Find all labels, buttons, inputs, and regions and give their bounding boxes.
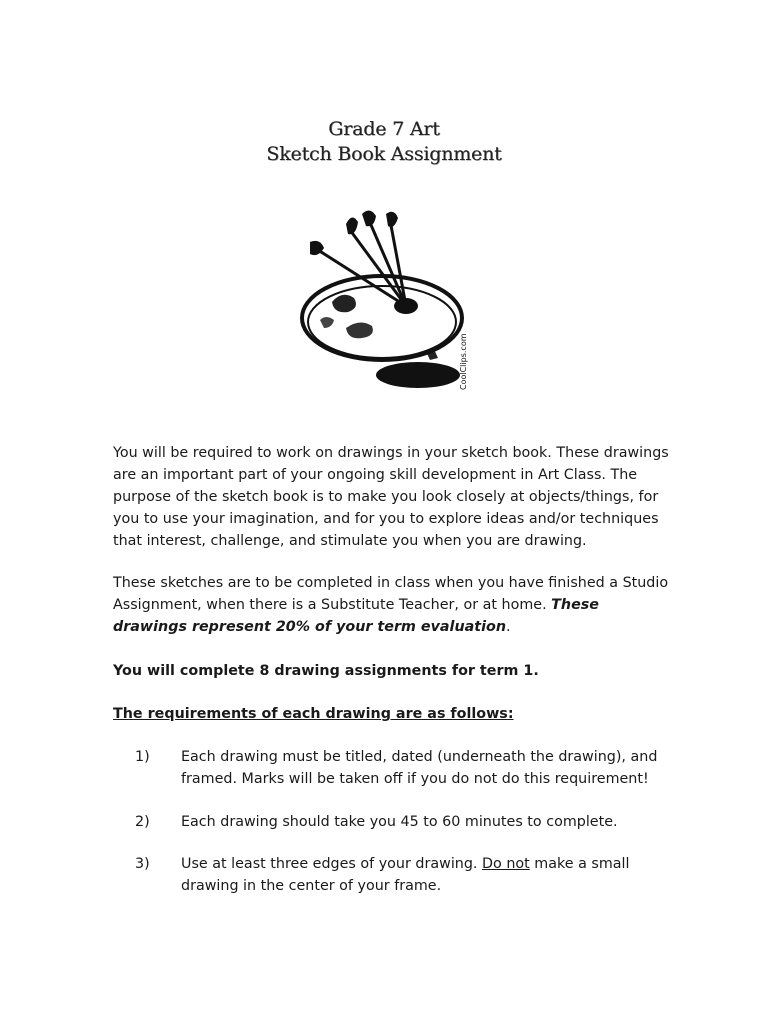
requirements-heading: The requirements of each drawing are as follows: <box>113 706 514 722</box>
paint-palette-with-brushes-icon <box>290 210 480 400</box>
clipart-credit: CoolClips.com <box>459 333 468 390</box>
list-number: 3) <box>135 856 150 872</box>
list-text: Each drawing must be titled, dated (underneath the drawing), and framed. Marks will be taken off if you do not do this requirement! <box>181 749 658 787</box>
list-number: 2) <box>135 814 150 830</box>
list-text-before: Use at least three edges of your drawing. <box>181 856 478 872</box>
list-text <box>181 853 671 897</box>
page-title: Grade 7 Art <box>328 118 440 140</box>
page-subtitle: Sketch Book Assignment <box>266 143 502 165</box>
assignment-count: You will complete 8 drawing assignments for term 1. <box>113 663 539 679</box>
list-text-after: make a small drawing in the center of your frame. <box>181 856 630 894</box>
list-text-underlined: Do not <box>482 856 530 872</box>
paint-palette-clipart <box>290 210 480 400</box>
completion-paragraph <box>113 572 673 638</box>
completion-text: These sketches are to be completed in class when you have finished a Studio Assignment, when there is a Substitute Teacher, or at home. <box>113 575 669 613</box>
completion-end: . <box>506 619 511 635</box>
evaluation-emphasis: These drawings represent 20% of your term evaluation <box>113 597 600 635</box>
list-text: Each drawing should take you 45 to 60 minutes to complete. <box>181 814 618 830</box>
intro-paragraph: You will be required to work on drawings in your sketch book. These drawings are an important part of your ongoing skill development in Art Class. The purpose of the sketch book is to make you look closely at objects/things, for you to use your imagination, and for you to explore ideas and/or techniques that interest, challenge, and stimulate you when you are drawing. <box>113 445 669 549</box>
list-number: 1) <box>135 749 150 765</box>
